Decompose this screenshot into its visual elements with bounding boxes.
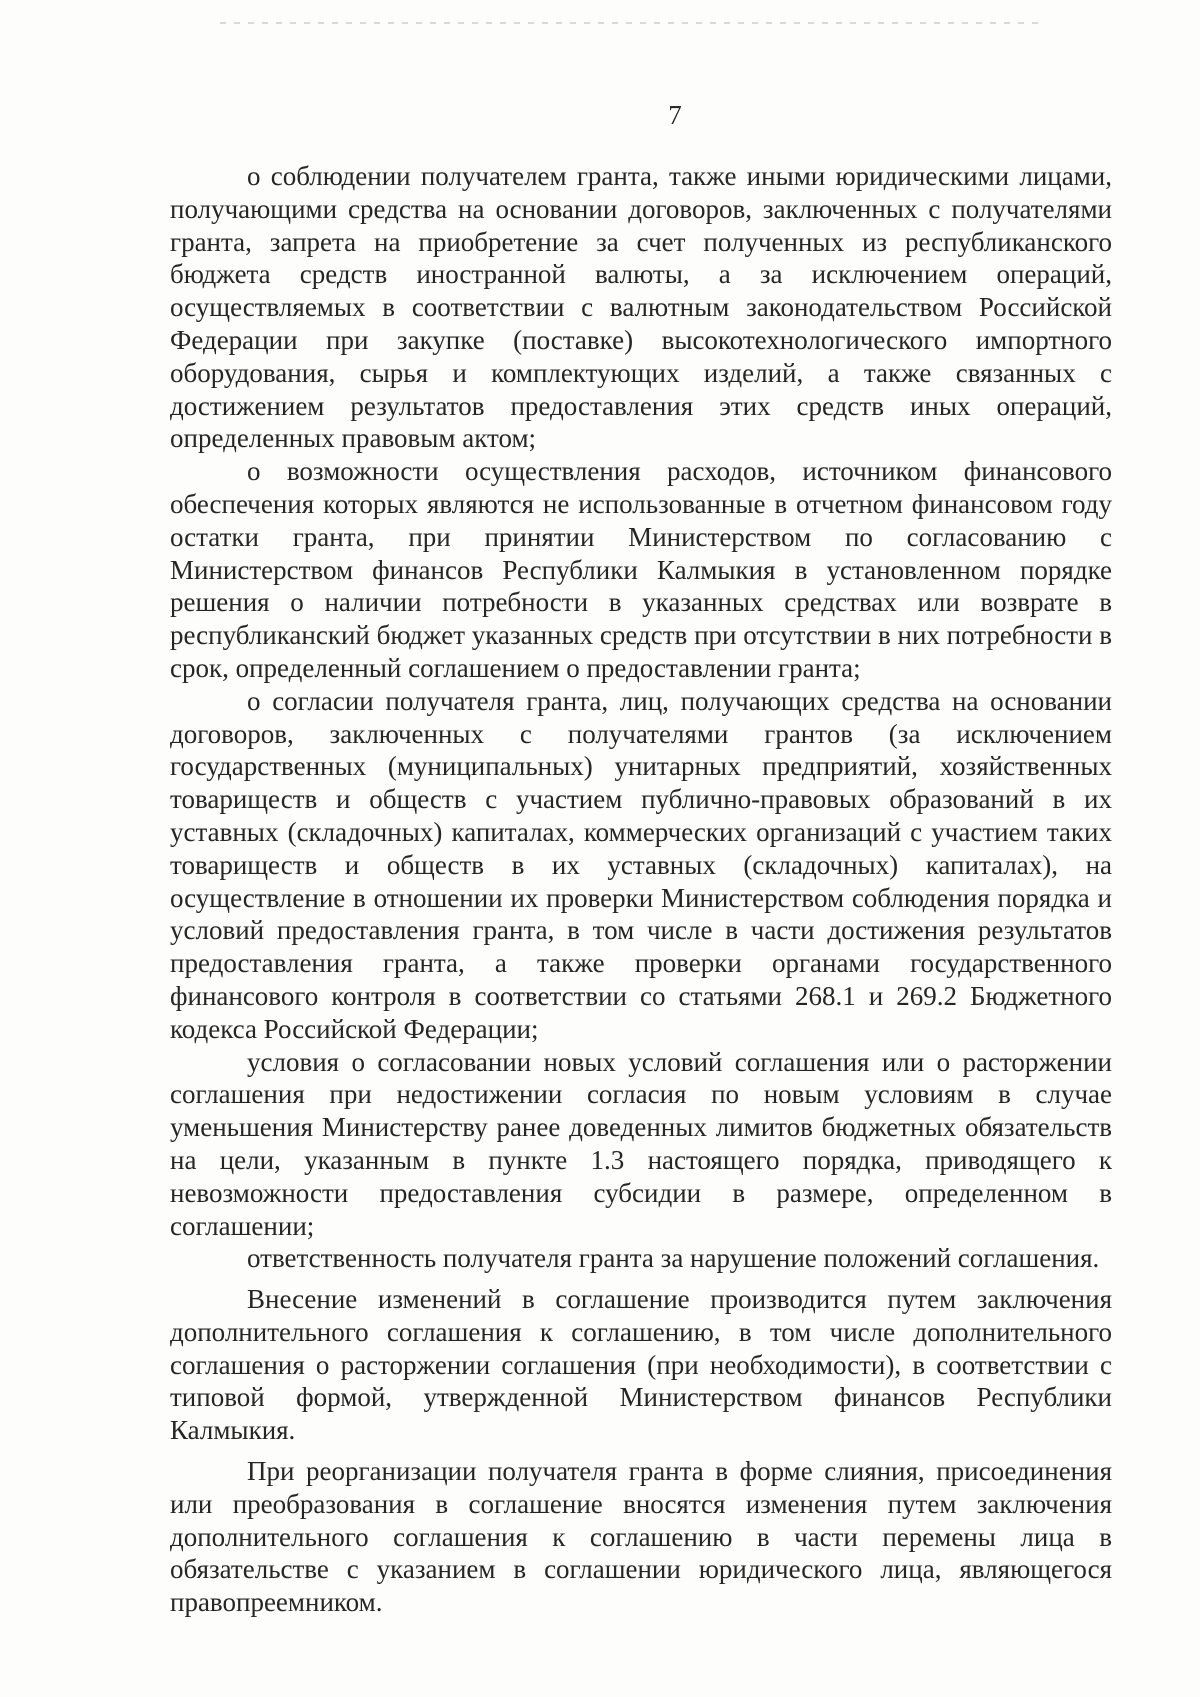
- paragraph-amendments: Внесение изменений в соглашение производится путем заключения дополнительного соглашения к соглашению, в том числе дополнительного соглашения о расторжении соглашения (при необходимости), в соответствии с типовой формой, утвержденной Министерством финансов Республики Калмыкия.: [170, 1284, 1112, 1446]
- paragraph-inspection-consent: о согласии получателя гранта, лиц, получающих средства на основании договоров, заключенных с получателями грантов (за исключением государственных (муниципальных) унитарных предприятий, хозяйственных товариществ и обществ с участием публично-правовых образований в их уставных (складочных) капиталах, коммерческих организаций с участием таких товариществ и обществ в их уставных (складочных) капиталах), на осуществление в отношении их проверки Министерством соблюдения порядка и условий предоставления гранта, в том числе в части достижения результатов предоставления гранта, а также проверки органами государственного финансового контроля в соответствии со статьями 268.1 и 269.2 Бюджетного кодекса Российской Федерации;: [170, 685, 1112, 1044]
- document-body: [170, 160, 1112, 1619]
- paragraph-responsibility: ответственность получателя гранта за нарушение положений соглашения.: [247, 1243, 1100, 1274]
- paragraph-currency-ban: о соблюдении получателем гранта, также иными юридическими лицами, получающими средства на основании договоров, заключенных с получателями гранта, запрета на приобретение за счет полученных из республиканского бюджета средств иностранной валюты, а за исключением операций, осуществляемых в соответствии с валютным законодательством Российской Федерации при закупке (поставке) высокотехнологического импортного оборудования, сырья и комплектующих изделий, а также связанных с достижением результатов предоставления этих средств иных операций, определенных правовым актом;: [170, 161, 1112, 454]
- paragraph-new-conditions: условия о согласовании новых условий соглашения или о расторжении соглашения при недостижении согласия по новым условиям в случае уменьшения Министерству ранее доведенных лимитов бюджетных обязательств на цели, указанным в пункте 1.3 настоящего порядка, приводящего к невозможности предоставления субсидии в размере, определенном в соглашении;: [170, 1046, 1112, 1241]
- paragraph-unused-balance: о возможности осуществления расходов, источником финансового обеспечения которых являются не использованные в отчетном финансовом году остатки гранта, при принятии Министерством по согласованию с Министерством финансов Республики Калмыкия в установленном порядке решения о наличии потребности в указанных средствах или возврате в республиканский бюджет указанных средств при отсутствии в них потребности в срок, определенный соглашением о предоставлении гранта;: [170, 456, 1112, 683]
- page-number: 7: [668, 100, 682, 130]
- scan-artifact-line: [220, 22, 1040, 24]
- paragraph-reorganization: При реорганизации получателя гранта в форме слияния, присоединения или преобразования в соглашение вносятся изменения путем заключения дополнительного соглашения к соглашению в части перемены лица в обязательстве с указанием в соглашении юридического лица, являющегося правопреемником.: [170, 1456, 1112, 1618]
